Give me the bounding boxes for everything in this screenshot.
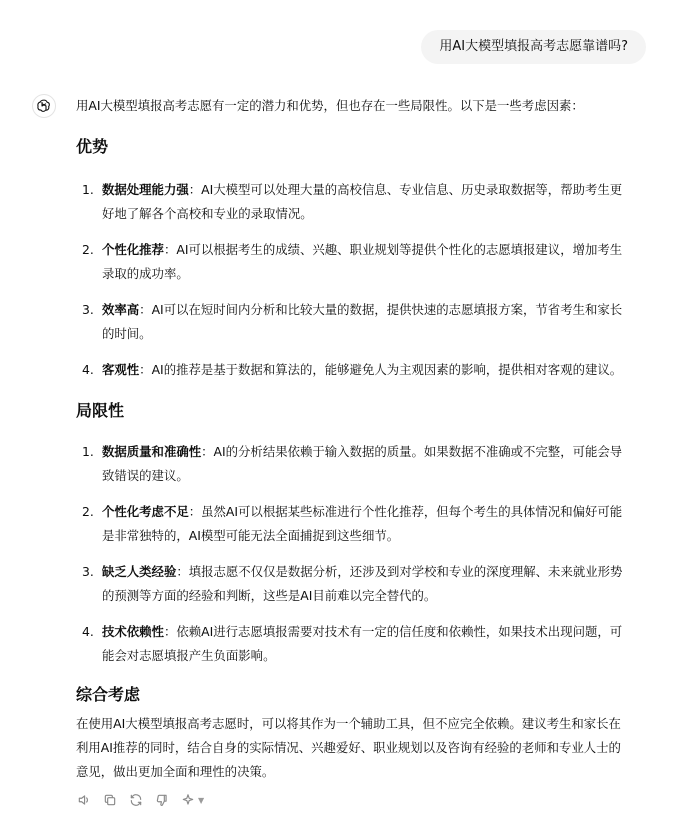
item-line-2: 的时间。 xyxy=(102,326,152,341)
section-title-limitations: 局限性 xyxy=(76,401,125,420)
advantages-list xyxy=(76,178,648,382)
list-item xyxy=(76,620,648,668)
section-title-summary: 综合考虑 xyxy=(76,685,141,704)
message-actions xyxy=(74,790,204,810)
item-line-2: 录取的成功率。 xyxy=(102,266,189,281)
item-line-1 xyxy=(102,560,648,584)
item-term: 数据质量和准确性 xyxy=(102,444,202,459)
thumbs-down-icon xyxy=(155,793,169,807)
item-colon: ： xyxy=(188,504,202,519)
item-text-1: 虽然AI可以根据某些标准进行个性化推荐，但每个考生的具体情况和偏好可能 xyxy=(201,504,623,519)
limitations-list xyxy=(76,440,648,668)
item-number: 1. xyxy=(82,444,94,459)
summary-line-2: 利用AI推荐的同时，结合自身的实际情况、兴趣爱好、职业规划以及咨询有经验的老师和专业人士的 xyxy=(76,740,621,755)
item-line-1 xyxy=(102,620,648,644)
item-colon: ： xyxy=(139,302,152,317)
item-line-2: 好地了解各个高校和专业的录取情况。 xyxy=(102,206,313,221)
item-term: 缺乏人类经验 xyxy=(102,564,177,579)
item-line-1 xyxy=(102,298,648,322)
item-text-1: AI可以在短时间内分析和比较大量的数据，提供快速的志愿填报方案，节省考生和家长 xyxy=(151,302,623,317)
copy-button[interactable] xyxy=(100,790,120,810)
list-item xyxy=(76,500,648,548)
sparkle-icon xyxy=(181,793,195,807)
summary-line-3: 意见，做出更加全面和理性的决策。 xyxy=(76,764,275,779)
item-colon: ： xyxy=(188,182,202,197)
regenerate-icon xyxy=(129,793,143,807)
item-line-1 xyxy=(102,358,648,382)
list-item xyxy=(76,238,648,286)
speaker-icon xyxy=(77,793,91,807)
reply-intro: 用AI大模型填报高考志愿有一定的潜力和优势，但也存在一些局限性。以下是一些考虑因素： xyxy=(76,98,584,113)
item-line-2: 的预测等方面的经验和判断，这些是AI目前难以完全替代的。 xyxy=(102,588,437,603)
chevron-down-icon[interactable]: ▼ xyxy=(198,795,205,805)
item-colon: ： xyxy=(201,444,214,459)
item-colon: ： xyxy=(163,624,177,639)
summary-line-1: 在使用AI大模型填报高考志愿时，可以将其作为一个辅助工具，但不应完全依赖。建议考生和家长在 xyxy=(76,716,621,731)
item-number: 1. xyxy=(82,182,94,197)
list-item xyxy=(76,560,648,608)
regenerate-button[interactable] xyxy=(126,790,146,810)
item-text-1: AI可以根据考生的成绩、兴趣、职业规划等提供个性化的志愿填报建议，增加考生 xyxy=(176,242,623,257)
list-item xyxy=(76,440,648,488)
item-number: 3. xyxy=(82,564,94,579)
item-line-2: 致错误的建议。 xyxy=(102,468,189,483)
item-number: 4. xyxy=(82,624,94,639)
summary-paragraph xyxy=(76,712,648,784)
item-text-1: AI的分析结果依赖于输入数据的质量。如果数据不准确或不完整，可能会导 xyxy=(213,444,623,459)
user-message-text: 用AI大模型填报高考志愿靠谱吗? xyxy=(439,39,628,54)
assistant-avatar xyxy=(32,94,56,118)
item-term: 客观性 xyxy=(102,362,140,377)
section-title-advantages: 优势 xyxy=(76,137,109,156)
item-number: 3. xyxy=(82,302,94,317)
item-text-1: AI的推荐是基于数据和算法的，能够避免人为主观因素的影响，提供相对客观的建议。 xyxy=(151,362,623,377)
item-number: 2. xyxy=(82,242,94,257)
list-item xyxy=(76,178,648,226)
item-line-1 xyxy=(102,178,648,202)
item-line-1 xyxy=(102,440,648,464)
copy-icon xyxy=(103,793,117,807)
item-text-1: AI大模型可以处理大量的高校信息、专业信息、历史录取数据等，帮助考生更 xyxy=(201,182,623,197)
item-term: 数据处理能力强 xyxy=(102,182,189,197)
item-line-2: 能会对志愿填报产生负面影响。 xyxy=(102,648,276,663)
list-item xyxy=(76,298,648,346)
item-number: 4. xyxy=(82,362,94,377)
item-term: 个性化考虑不足 xyxy=(102,504,189,519)
list-item xyxy=(76,358,648,382)
item-colon: ： xyxy=(176,564,189,579)
assistant-reply xyxy=(76,94,648,784)
item-term: 个性化推荐 xyxy=(102,242,164,257)
item-line-1 xyxy=(102,238,648,262)
model-switch-button[interactable] xyxy=(178,790,198,810)
item-text-1: 依赖AI进行志愿填报需要对技术有一定的信任度和依赖性，如果技术出现问题，可 xyxy=(176,624,623,639)
item-colon: ： xyxy=(163,242,177,257)
item-line-1 xyxy=(102,500,648,524)
read-aloud-button[interactable] xyxy=(74,790,94,810)
item-text-1: 填报志愿不仅仅是数据分析，还涉及到对学校和专业的深度理解、未来就业形势 xyxy=(188,564,623,579)
openai-logo-icon xyxy=(36,98,52,114)
item-term: 技术依赖性 xyxy=(102,624,164,639)
item-term: 效率高 xyxy=(102,302,140,317)
item-colon: ： xyxy=(139,362,152,377)
item-number: 2. xyxy=(82,504,94,519)
item-line-2: 是非常独特的，AI模型可能无法全面捕捉到这些细节。 xyxy=(102,528,400,543)
user-message-bubble xyxy=(421,30,646,64)
thumbs-down-button[interactable] xyxy=(152,790,172,810)
